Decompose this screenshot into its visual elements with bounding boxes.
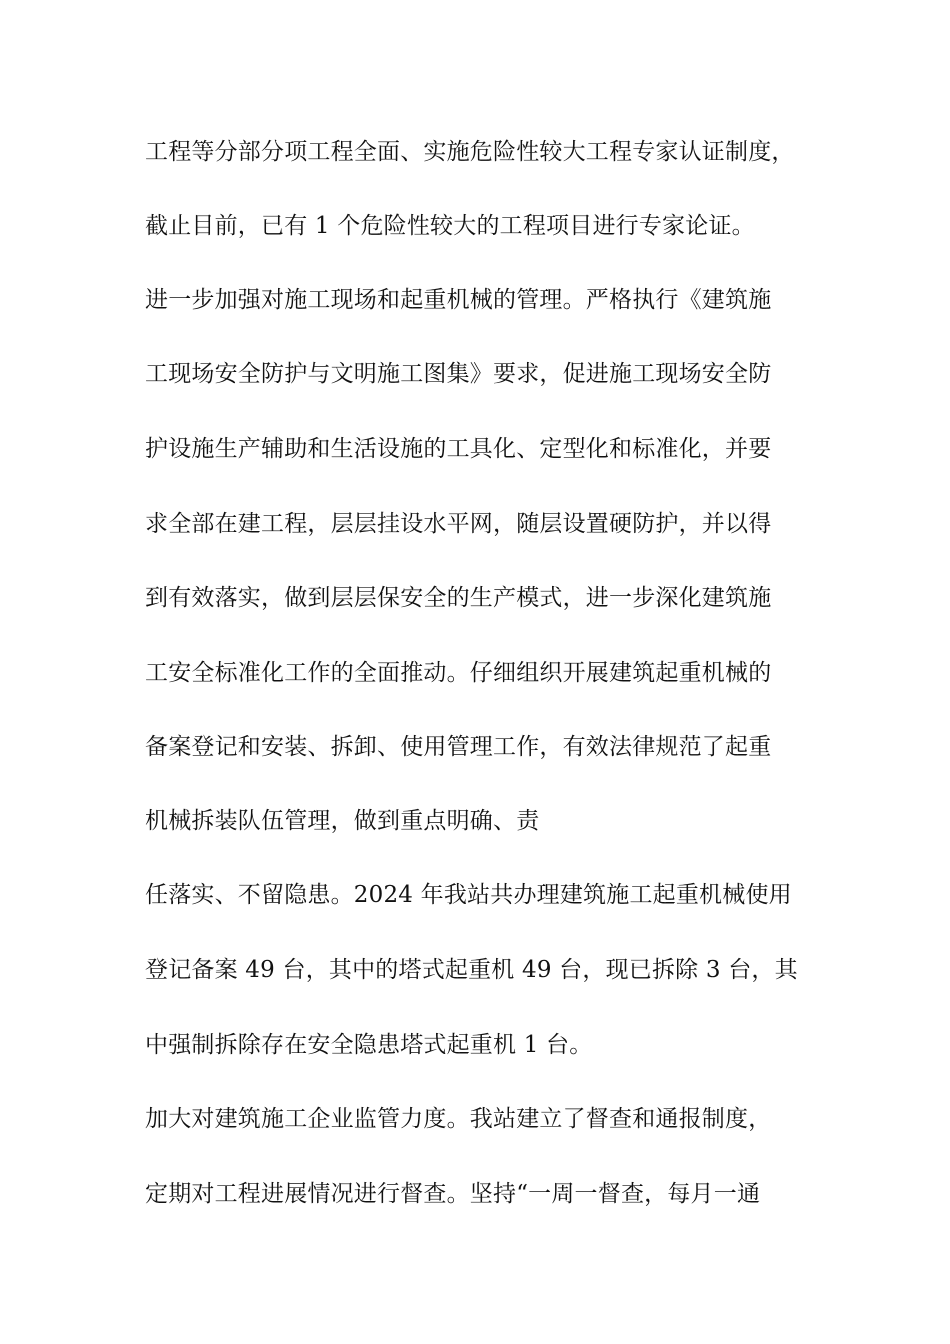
- text-line-13: 中强制拆除存在安全隐患塔式起重机 1 台。: [145, 1032, 593, 1058]
- text-line-10: 机械拆装队伍管理，做到重点明确、责: [145, 808, 540, 834]
- text-line-9: 备案登记和安装、拆卸、使用管理工作，有效法律规范了起重: [145, 734, 772, 760]
- text-line-11: 任落实、不留隐患。2024 年我站共办理建筑施工起重机械使用: [145, 882, 792, 908]
- text-line-2: 截止目前，已有 1 个危险性较大的工程项目进行专家论证。: [145, 213, 755, 239]
- text-line-1: 工程等分部分项工程全面、实施危险性较大工程专家认证制度，: [145, 139, 795, 165]
- text-line-5: 护设施生产辅助和生活设施的工具化、定型化和标准化，并要: [145, 436, 772, 462]
- text-line-12: 登记备案 49 台，其中的塔式起重机 49 台，现已拆除 3 台，其: [145, 957, 798, 983]
- text-line-4: 工现场安全防护与文明施工图集》要求，促进施工现场安全防: [145, 361, 772, 387]
- text-line-7: 到有效落实，做到层层保安全的生产模式，进一步深化建筑施: [145, 585, 772, 611]
- text-line-8: 工安全标准化工作的全面推动。仔细组织开展建筑起重机械的: [145, 660, 772, 686]
- text-line-14: 加大对建筑施工企业监管力度。我站建立了督查和通报制度，: [145, 1106, 772, 1132]
- text-line-3: 进一步加强对施工现场和起重机械的管理。严格执行《建筑施: [145, 287, 772, 313]
- text-line-15: 定期对工程进展情况进行督查。坚持“一周一督查，每月一通: [145, 1181, 761, 1207]
- text-line-6: 求全部在建工程，层层挂设水平网，随层设置硬防护，并以得: [145, 511, 772, 537]
